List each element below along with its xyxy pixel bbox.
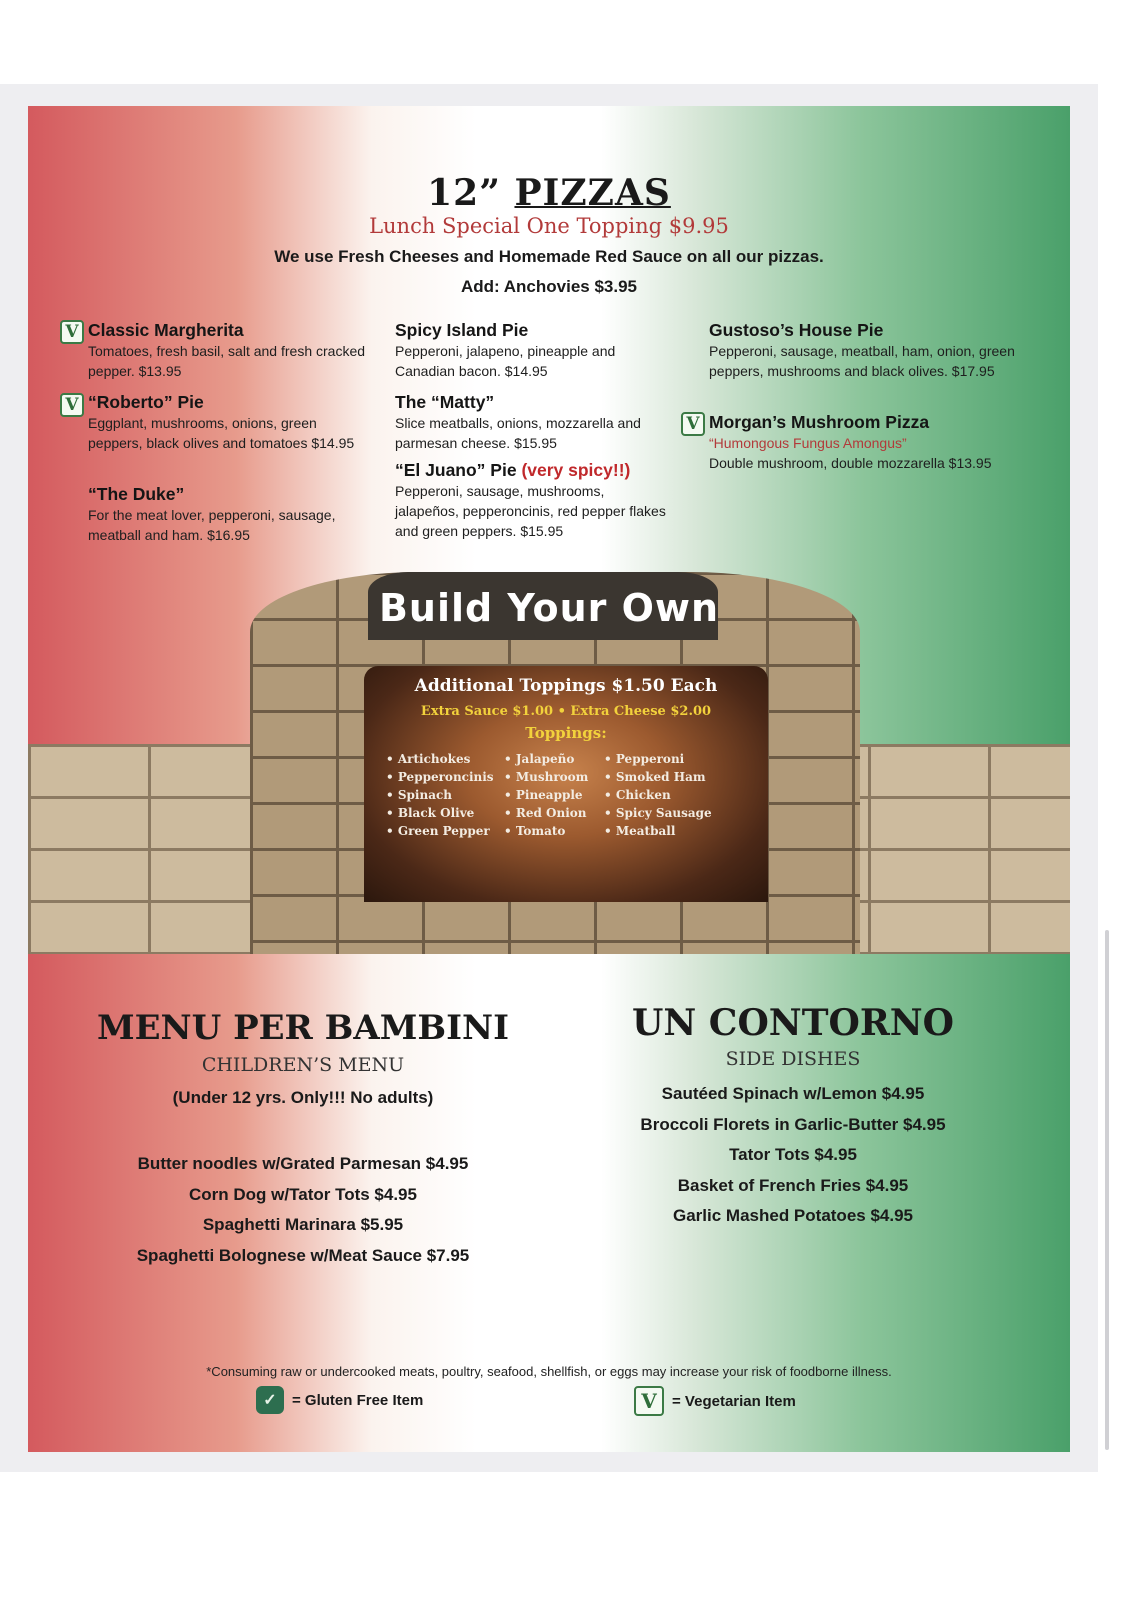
list-item: Sautéed Spinach w/Lemon $4.95	[661, 1084, 925, 1103]
gluten-free-legend: ✓ = Gluten Free Item	[256, 1386, 423, 1414]
pizza-classic-margherita: Classic Margherita Tomatoes, fresh basil, salt and fresh cracked pepper. $13.95	[88, 320, 366, 379]
vegetarian-icon: V	[634, 1386, 664, 1416]
very-spicy-label: (very spicy!!)	[521, 460, 631, 480]
toppings-column-1: • Artichokes • Pepperoncinis • Spinach • Black Olive • Green Pepper	[386, 750, 494, 840]
pizza-morgans-mushroom: Morgan’s Mushroom Pizza “Humongous Fungus Amongus” Double mushroom, double mozzarella $13.95	[709, 412, 992, 471]
age-note: (Under 12 yrs. Only!!! No adults)	[172, 1088, 434, 1107]
list-item: Spaghetti Marinara $5.95	[202, 1215, 404, 1234]
top-band	[0, 0, 1125, 84]
vegetarian-icon: V	[681, 412, 705, 436]
list-item: Corn Dog w/Tator Tots $4.95	[189, 1184, 417, 1204]
vegetarian-legend: V = Vegetarian Item	[634, 1386, 796, 1416]
oven-mouth	[364, 666, 768, 902]
childrens-menu-subtitle: CHILDREN’S MENU	[201, 1054, 405, 1076]
extra-sauce-cheese: Extra Sauce $1.00 • Extra Cheese $2.00	[420, 704, 712, 719]
list-item: Broccoli Florets in Garlic-Butter $4.95	[640, 1114, 946, 1134]
vegetarian-icon: V	[60, 320, 84, 344]
childrens-menu-list	[68, 1149, 538, 1271]
fresh-cheese-note: We use Fresh Cheeses and Homemade Red Sauce on all our pizzas.	[274, 247, 824, 266]
list-item: Tator Tots $4.95	[729, 1145, 857, 1164]
list-item: Basket of French Fries $4.95	[677, 1175, 909, 1195]
toppings-heading: Toppings:	[525, 724, 607, 742]
list-item: Butter noodles w/Grated Parmesan $4.95	[137, 1154, 469, 1173]
toppings-column-3: • Pepperoni • Smoked Ham • Chicken • Spicy Sausage • Meatball	[604, 750, 712, 840]
pizza-el-juano: “El Juano” Pie (very spicy!!) Pepperoni, sausage, mushrooms, jalapeños, pepperoncinis, red pepper flakes and green peppers. $15.95	[395, 460, 666, 539]
menu-page	[28, 106, 1070, 1452]
pizza-gustosos-house: Gustoso’s House Pie Pepperoni, sausage, meatball, ham, onion, green peppers, mushrooms and black olives. $17.95	[709, 320, 1015, 379]
pizza-the-matty: The “Matty” Slice meatballs, onions, mozzarella and parmesan cheese. $15.95	[395, 392, 641, 451]
list-item: Spaghetti Bolognese w/Meat Sauce $7.95	[136, 1245, 470, 1265]
anchovies-note: Add: Anchovies $3.95	[460, 277, 638, 296]
gluten-free-icon: ✓	[256, 1386, 284, 1414]
food-safety-disclaimer: *Consuming raw or undercooked meats, poultry, seafood, shellfish, or eggs may increase your risk of foodborne illness.	[206, 1364, 892, 1379]
vegetarian-icon: V	[60, 393, 84, 417]
build-your-own-title: Build Your Own	[378, 586, 720, 630]
build-your-own-oven	[28, 572, 1070, 954]
contorno-title: UN CONTORNO	[631, 1002, 955, 1044]
side-dishes-subtitle: SIDE DISHES	[725, 1048, 861, 1070]
pizza-roberto: “Roberto” Pie Eggplant, mushrooms, onions, green peppers, black olives and tomatoes $14.95	[88, 392, 355, 451]
list-item: Garlic Mashed Potatoes $4.95	[673, 1206, 913, 1225]
lunch-special: Lunch Special One Topping $9.95	[369, 214, 729, 238]
bambini-title: MENU PER BAMBINI	[96, 1008, 510, 1048]
pizzas-title: 12” PIZZAS	[427, 172, 671, 214]
pizza-spicy-island: Spicy Island Pie Pepperoni, jalapeno, pineapple and Canadian bacon. $14.95	[395, 320, 616, 379]
side-dishes-list	[573, 1079, 1013, 1232]
additional-toppings: Additional Toppings $1.50 Each	[414, 676, 718, 696]
scrollbar[interactable]	[1105, 930, 1109, 1450]
pizza-the-duke: “The Duke” For the meat lover, pepperoni, sausage, meatball and ham. $16.95	[88, 484, 336, 543]
toppings-column-2: • Jalapeño • Mushroom • Pineapple • Red Onion • Tomato	[504, 750, 588, 840]
